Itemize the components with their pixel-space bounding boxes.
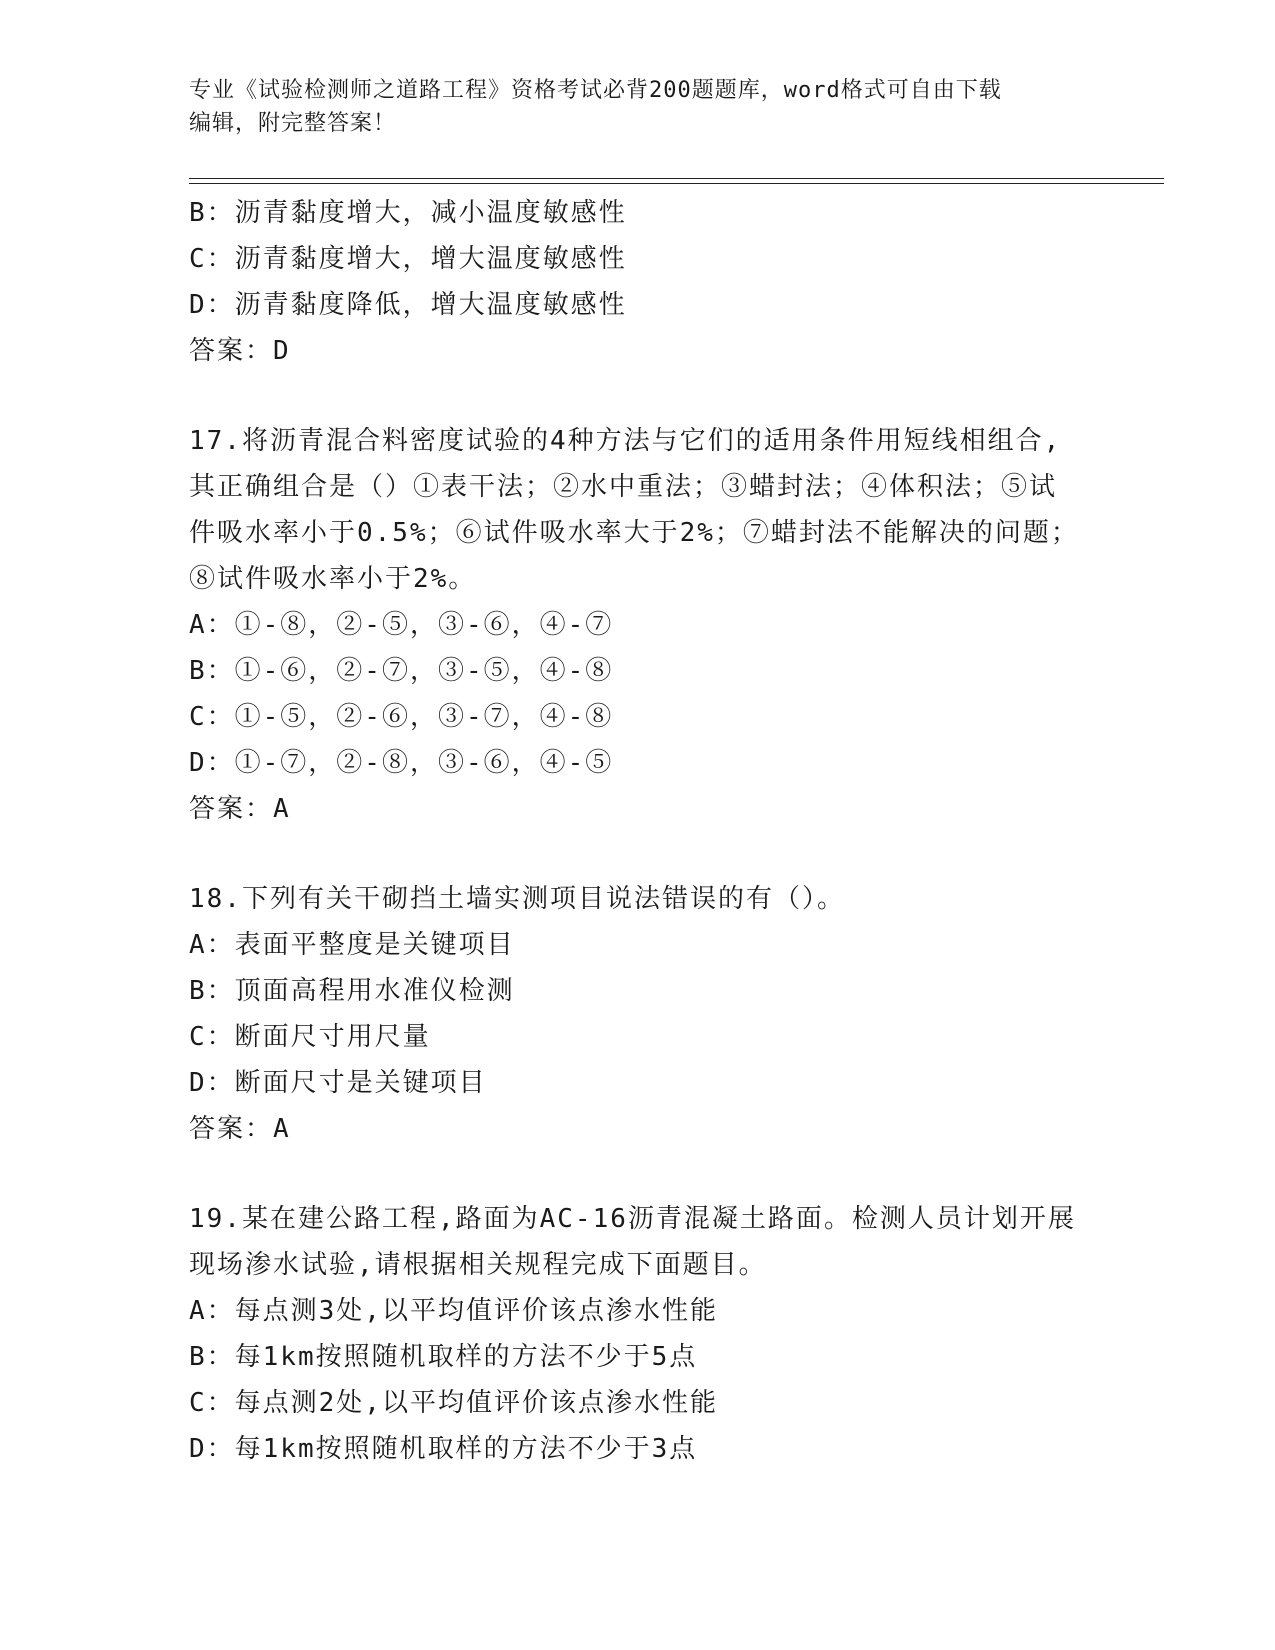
option-b: B：每1km按照随机取样的方法不少于5点 <box>189 1342 698 1372</box>
option-d: D：断面尺寸是关键项目 <box>189 1068 487 1098</box>
option-b: B：沥青黏度增大，减小温度敏感性 <box>189 198 627 228</box>
question-stem: 19.某在建公路工程,路面为AC-16沥青混凝土路面。检测人员计划开展现场渗水试验,请根据相关规程完成下面题目。 <box>189 1204 1076 1280</box>
question-19 <box>189 1196 1079 1472</box>
answer-value: A <box>273 1114 291 1144</box>
header-line-1: 专业《试验检测师之道路工程》资格考试必背200题题库，word格式可自由下载 <box>189 78 1002 103</box>
question-stem: 18.下列有关干砌挡土墙实测项目说法错误的有（）。 <box>189 884 845 914</box>
option-c: C：断面尺寸用尺量 <box>189 1022 431 1052</box>
spacer <box>189 374 1079 418</box>
answer-label: 答案： <box>189 794 274 824</box>
option-c: C：沥青黏度增大，增大温度敏感性 <box>189 244 627 274</box>
header-line-2: 编辑，附完整答案！ <box>189 111 397 136</box>
answer-label: 答案： <box>189 336 274 366</box>
option-a: A：每点测3处,以平均值评价该点渗水性能 <box>189 1296 718 1326</box>
question-18 <box>189 876 1079 1152</box>
option-b: B：①-⑥，②-⑦，③-⑤，④-⑧ <box>189 656 614 686</box>
header-divider <box>189 178 1164 184</box>
question-stem: 17.将沥青混合料密度试验的4种方法与它们的适用条件用短线相组合,其正确组合是（）①表干法；②水中重法；③蜡封法；④体积法；⑤试件吸水率小于0.5%；⑥试件吸水率大于2%；⑦蜡封法不能解决的问题；⑧试件吸水率小于2%。 <box>189 426 1079 594</box>
answer-label: 答案： <box>189 1114 274 1144</box>
answer <box>189 328 1079 374</box>
answer <box>189 1106 1079 1152</box>
question-content <box>189 190 1079 1472</box>
spacer <box>189 1152 1079 1196</box>
option-c: C：每点测2处,以平均值评价该点渗水性能 <box>189 1388 718 1418</box>
answer-value: D <box>273 336 291 366</box>
option-c: C：①-⑤，②-⑥，③-⑦，④-⑧ <box>189 702 614 732</box>
question-17 <box>189 418 1079 832</box>
option-d: D：每1km按照随机取样的方法不少于3点 <box>189 1434 698 1464</box>
option-d: D：①-⑦，②-⑧，③-⑥，④-⑤ <box>189 748 614 778</box>
option-b: B：顶面高程用水准仪检测 <box>189 976 515 1006</box>
document-header <box>189 74 1089 140</box>
option-a: A：①-⑧，②-⑤，③-⑥，④-⑦ <box>189 610 614 640</box>
answer-value: A <box>273 794 291 824</box>
option-a: A：表面平整度是关键项目 <box>189 930 515 960</box>
answer <box>189 786 1079 832</box>
option-d: D：沥青黏度降低，增大温度敏感性 <box>189 290 627 320</box>
question-16 <box>189 190 1079 374</box>
spacer <box>189 832 1079 876</box>
